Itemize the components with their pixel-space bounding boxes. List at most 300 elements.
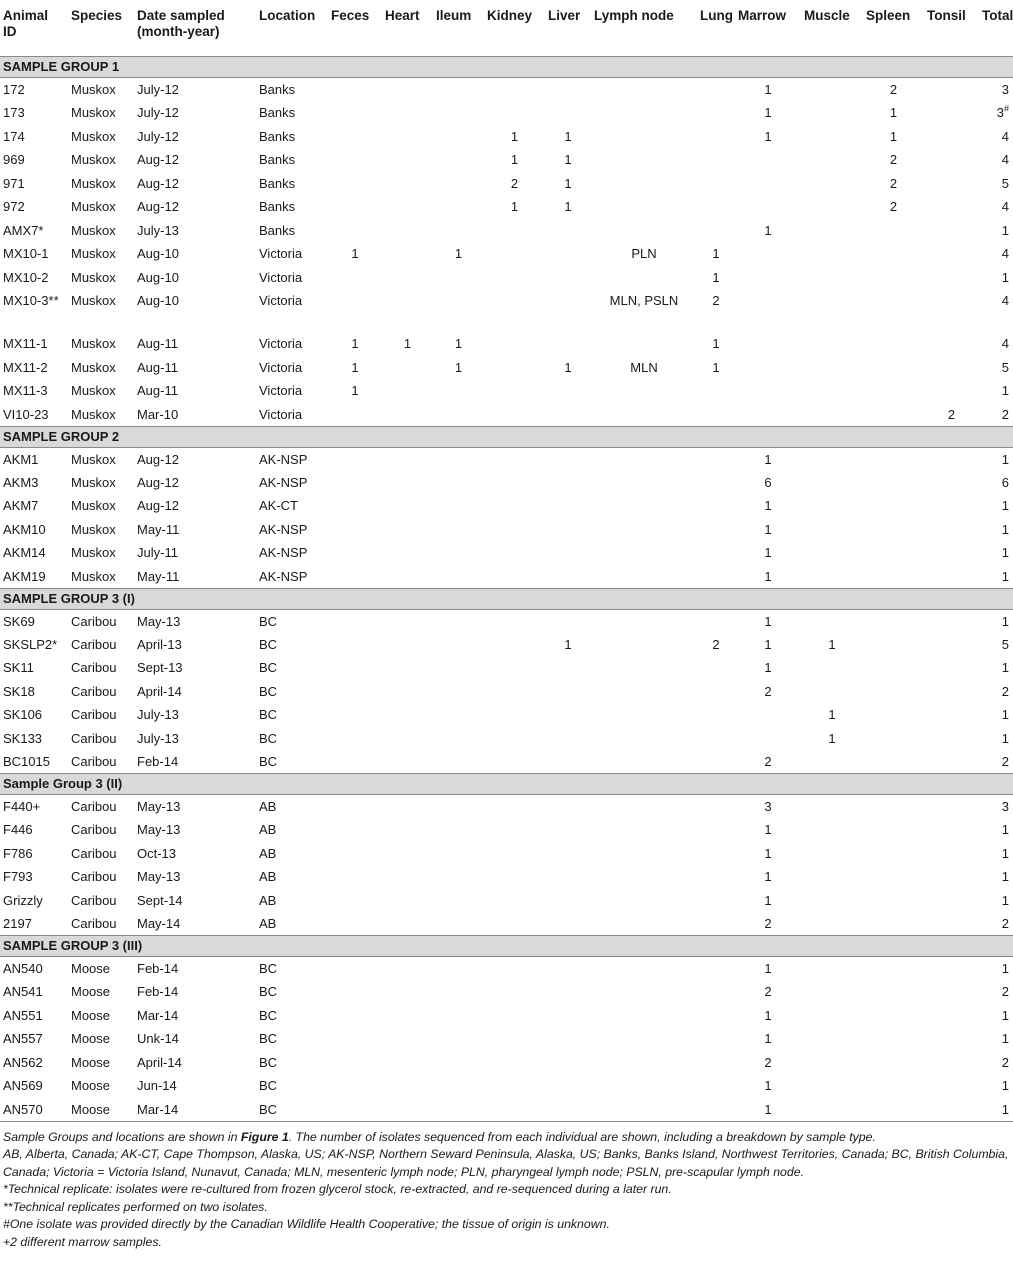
- cell-muscle: [801, 1027, 863, 1051]
- group-header-row: [0, 774, 1013, 795]
- cell-animal-id: SK11: [3, 660, 34, 675]
- cell-lymph-node: [591, 148, 697, 172]
- cell-location: AK-NSP: [259, 521, 308, 537]
- cell-species: Moose: [71, 1054, 111, 1070]
- cell-spleen: [863, 565, 924, 589]
- cell-lymph-node: MLN: [630, 359, 658, 375]
- cell-total: 1: [1001, 1078, 1009, 1093]
- cell-lymph-node: [591, 125, 697, 149]
- cell-tonsil: [924, 471, 979, 495]
- cell-lymph-node: [591, 219, 697, 243]
- table-row: [0, 219, 1013, 243]
- cell-animal-id: MX11-3: [3, 383, 48, 398]
- cell-location: BC: [259, 754, 278, 769]
- cell-muscle: [801, 1074, 863, 1098]
- cell-marrow: [735, 195, 801, 219]
- cell-species: Muskox: [71, 568, 116, 584]
- cell-total: 3: [1001, 82, 1009, 97]
- cell-total: 1: [1001, 892, 1009, 908]
- cell-location: AB: [259, 822, 277, 837]
- cell-muscle: [801, 865, 863, 889]
- cell-liver: [545, 680, 591, 704]
- cell-spleen: 2: [889, 82, 898, 97]
- cell-location: Victoria: [259, 269, 303, 285]
- cell-lung: [697, 912, 735, 936]
- cell-lung: [697, 980, 735, 1004]
- table-row: [0, 957, 1013, 981]
- cell-kidney: [484, 842, 545, 866]
- cell-feces: [328, 1051, 382, 1075]
- cell-feces: 1: [351, 246, 359, 261]
- cell-lymph-node: [591, 1051, 697, 1075]
- cell-kidney: [484, 471, 545, 495]
- cell-heart: [382, 447, 433, 471]
- cell-location: AB: [259, 916, 277, 931]
- cell-lymph-node: [591, 703, 697, 727]
- cell-liver: [545, 1004, 591, 1028]
- cell-spleen: [863, 379, 924, 403]
- cell-lymph-node: [591, 818, 697, 842]
- cell-kidney: [484, 750, 545, 774]
- cell-animal-id: SK69: [3, 613, 35, 629]
- cell-lymph-node: [591, 565, 697, 589]
- cell-kidney: 1: [510, 128, 519, 144]
- cell-liver: [545, 219, 591, 243]
- cell-total: 3: [1001, 799, 1009, 814]
- cell-muscle: [801, 219, 863, 243]
- cell-heart: [382, 609, 433, 633]
- cell-date-sampled: Aug-11: [137, 359, 178, 375]
- cell-ileum: [433, 957, 484, 981]
- cell-marrow: 1: [764, 892, 772, 908]
- cell-kidney: [484, 242, 545, 266]
- cell-location: BC: [259, 613, 278, 629]
- cell-animal-id: AN551: [3, 1007, 43, 1023]
- cell-feces: [328, 750, 382, 774]
- cell-marrow: 1: [764, 1078, 772, 1093]
- cell-date-sampled: Aug-11: [137, 383, 178, 398]
- cell-animal-id: SK106: [3, 707, 43, 722]
- table-row: [0, 356, 1013, 380]
- cell-lung: [697, 101, 735, 125]
- cell-liver: [545, 541, 591, 565]
- cell-liver: 1: [564, 152, 572, 167]
- group-title: SAMPLE GROUP 2: [0, 426, 1013, 447]
- footnote-star: *Technical replicate: isolates were re-cultured from frozen glycerol stock, re-extracted, and re-sequenced during a later run.: [3, 1182, 672, 1196]
- cell-lung: [697, 1051, 735, 1075]
- cell-lung: 1: [712, 269, 720, 285]
- cell-animal-id: 2197: [3, 916, 32, 931]
- cell-liver: [545, 727, 591, 751]
- table-row: [0, 656, 1013, 680]
- cell-location: Victoria: [259, 246, 303, 261]
- cell-species: Muskox: [71, 336, 116, 351]
- table-row: [0, 1027, 1013, 1051]
- cell-species: Muskox: [71, 545, 116, 560]
- cell-species: Caribou: [71, 869, 117, 884]
- cell-location: BC: [259, 707, 278, 722]
- cell-lung: 1: [712, 336, 720, 351]
- cell-ileum: 1: [454, 246, 463, 261]
- cell-lymph-node: [591, 633, 697, 657]
- cell-kidney: [484, 403, 545, 427]
- cell-species: Muskox: [71, 105, 116, 120]
- cell-animal-id: MX10-3**: [3, 293, 59, 308]
- cell-total: 1: [1001, 869, 1009, 884]
- cell-total: 6: [1001, 474, 1009, 490]
- table-row: [0, 795, 1013, 819]
- cell-heart: [382, 1027, 433, 1051]
- cell-total: 2: [1001, 754, 1009, 769]
- cell-ileum: [433, 842, 484, 866]
- cell-tonsil: [924, 289, 979, 332]
- cell-heart: [382, 518, 433, 542]
- cell-liver: [545, 842, 591, 866]
- cell-ileum: [433, 125, 484, 149]
- cell-marrow: 1: [764, 568, 772, 584]
- cell-liver: 1: [564, 128, 572, 144]
- cell-location: AK-NSP: [259, 451, 308, 467]
- cell-tonsil: [924, 1004, 979, 1028]
- cell-species: Muskox: [71, 383, 116, 398]
- cell-spleen: [863, 1051, 924, 1075]
- cell-lymph-node: [591, 842, 697, 866]
- cell-total: 5: [1001, 636, 1009, 652]
- cell-lung: 2: [712, 636, 720, 652]
- cell-date-sampled: Mar-14: [137, 1007, 179, 1023]
- cell-feces: 1: [351, 359, 359, 375]
- cell-lung: [697, 957, 735, 981]
- table-row: [0, 172, 1013, 196]
- cell-marrow: 1: [764, 660, 772, 675]
- cell-lymph-node: [591, 912, 697, 936]
- cell-date-sampled: May-11: [137, 521, 180, 537]
- cell-location: AK-CT: [259, 498, 298, 513]
- cell-liver: [545, 101, 591, 125]
- table-row: [0, 1051, 1013, 1075]
- cell-lung: [697, 818, 735, 842]
- cell-lymph-node: [591, 101, 697, 125]
- cell-feces: [328, 957, 382, 981]
- cell-kidney: [484, 356, 545, 380]
- cell-animal-id: AN557: [3, 1031, 43, 1046]
- cell-species: Moose: [71, 1031, 111, 1046]
- cell-species: Moose: [71, 1078, 111, 1093]
- cell-feces: [328, 656, 382, 680]
- cell-date-sampled: July-11: [137, 545, 178, 560]
- cell-total: 1: [1001, 730, 1009, 746]
- cell-kidney: [484, 1004, 545, 1028]
- cell-spleen: [863, 1004, 924, 1028]
- cell-heart: 1: [403, 336, 412, 351]
- cell-marrow: 1: [764, 498, 772, 513]
- cell-kidney: 2: [510, 175, 519, 191]
- cell-lung: [697, 403, 735, 427]
- cell-animal-id: SK18: [3, 683, 35, 699]
- cell-marrow: 1: [764, 1007, 772, 1023]
- cell-ileum: [433, 541, 484, 565]
- cell-ileum: [433, 1051, 484, 1075]
- table-row: [0, 332, 1013, 356]
- cell-date-sampled: May-11: [137, 568, 180, 584]
- cell-species: Muskox: [71, 474, 116, 490]
- cell-muscle: [801, 148, 863, 172]
- table-row: [0, 195, 1013, 219]
- cell-animal-id: 971: [3, 175, 25, 191]
- cell-spleen: [863, 727, 924, 751]
- col-total: Total: [982, 8, 1013, 23]
- cell-date-sampled: July-13: [137, 707, 179, 722]
- cell-muscle: [801, 195, 863, 219]
- cell-muscle: [801, 332, 863, 356]
- cell-lung: 2: [712, 293, 720, 308]
- group-header-row: [0, 426, 1013, 447]
- cell-ileum: [433, 912, 484, 936]
- cell-feces: 1: [351, 336, 359, 351]
- cell-location: Banks: [259, 175, 296, 191]
- cell-heart: [382, 750, 433, 774]
- cell-ileum: [433, 172, 484, 196]
- cell-lymph-node: [591, 1004, 697, 1028]
- cell-tonsil: [924, 633, 979, 657]
- cell-muscle: [801, 403, 863, 427]
- col-lymph-node: Lymph node: [594, 8, 674, 23]
- cell-kidney: [484, 78, 545, 102]
- cell-species: Muskox: [71, 359, 116, 375]
- cell-tonsil: [924, 957, 979, 981]
- cell-muscle: 1: [828, 636, 836, 652]
- cell-location: BC: [256, 1098, 328, 1122]
- cell-animal-id: AKM1: [3, 451, 39, 467]
- cell-liver: [545, 1027, 591, 1051]
- cell-spleen: 1: [889, 105, 898, 120]
- cell-kidney: [484, 1098, 545, 1122]
- cell-total: 1: [1001, 498, 1009, 513]
- cell-tonsil: [924, 680, 979, 704]
- cell-feces: [328, 912, 382, 936]
- cell-kidney: [484, 1074, 545, 1098]
- cell-kidney: [484, 818, 545, 842]
- cell-heart: [382, 403, 433, 427]
- cell-species: Muskox: [71, 269, 116, 285]
- cell-lung: [697, 379, 735, 403]
- cell-date-sampled: July-12: [137, 105, 179, 120]
- table-row: [0, 403, 1013, 427]
- cell-tonsil: [924, 842, 979, 866]
- cell-tonsil: [924, 865, 979, 889]
- cell-tonsil: [924, 703, 979, 727]
- cell-lung: [697, 219, 735, 243]
- cell-total: 4: [1001, 336, 1009, 351]
- cell-date-sampled: Aug-10: [137, 269, 179, 285]
- cell-feces: [328, 609, 382, 633]
- col-spleen: Spleen: [866, 8, 911, 23]
- cell-heart: [382, 125, 433, 149]
- cell-date-sampled: May-13: [137, 869, 181, 884]
- cell-kidney: 1: [510, 152, 519, 167]
- cell-feces: [328, 195, 382, 219]
- cell-animal-id: MX10-1: [3, 246, 49, 261]
- cell-lymph-node: [591, 727, 697, 751]
- cell-spleen: [863, 818, 924, 842]
- cell-species: Muskox: [71, 199, 116, 214]
- cell-liver: [545, 78, 591, 102]
- cell-species: Muskox: [71, 152, 116, 167]
- cell-ileum: [433, 1074, 484, 1098]
- cell-total: 1: [1001, 822, 1009, 837]
- cell-ileum: [433, 219, 484, 243]
- cell-tonsil: [924, 795, 979, 819]
- cell-marrow: 2: [764, 683, 772, 699]
- cell-animal-id: F793: [3, 869, 33, 884]
- cell-location: BC: [259, 683, 278, 699]
- cell-muscle: [801, 957, 863, 981]
- cell-spleen: [863, 219, 924, 243]
- cell-lung: [697, 148, 735, 172]
- cell-feces: [328, 795, 382, 819]
- cell-spleen: [863, 680, 924, 704]
- table-footnotes: [0, 1122, 1013, 1252]
- cell-animal-id: AKM14: [3, 545, 46, 560]
- cell-lymph-node: [591, 656, 697, 680]
- cell-lymph-node: [591, 795, 697, 819]
- cell-spleen: [863, 494, 924, 518]
- cell-marrow: 1: [735, 1098, 801, 1122]
- cell-heart: [382, 865, 433, 889]
- table-row: [0, 1074, 1013, 1098]
- cell-marrow: [735, 403, 801, 427]
- cell-muscle: [801, 818, 863, 842]
- col-kidney: Kidney: [487, 8, 533, 23]
- cell-heart: [382, 680, 433, 704]
- cell-animal-id: AN540: [3, 961, 43, 976]
- table-row: [0, 565, 1013, 589]
- cell-ileum: [433, 750, 484, 774]
- cell-heart: [382, 795, 433, 819]
- cell-heart: [382, 818, 433, 842]
- cell-species: Caribou: [71, 613, 117, 629]
- cell-species: Muskox: [71, 246, 116, 261]
- cell-lymph-node: [591, 1098, 697, 1122]
- cell-total: 1: [1001, 568, 1009, 584]
- cell-spleen: 2: [889, 199, 898, 214]
- cell-lymph-node: [591, 518, 697, 542]
- cell-location: BC: [259, 1031, 278, 1046]
- cell-tonsil: [924, 219, 979, 243]
- cell-kidney: [484, 680, 545, 704]
- cell-marrow: 1: [764, 545, 772, 560]
- cell-lung: [697, 541, 735, 565]
- cell-location: BC: [259, 1054, 278, 1070]
- cell-spleen: [863, 447, 924, 471]
- cell-tonsil: [924, 494, 979, 518]
- cell-liver: [545, 656, 591, 680]
- cell-species: Caribou: [71, 636, 117, 652]
- cell-tonsil: [924, 656, 979, 680]
- cell-marrow: 1: [764, 613, 772, 629]
- cell-liver: 1: [564, 359, 572, 375]
- cell-heart: [382, 148, 433, 172]
- cell-location: Victoria: [259, 359, 303, 375]
- cell-marrow: 6: [764, 474, 772, 490]
- cell-spleen: [863, 242, 924, 266]
- table-row: [0, 101, 1013, 125]
- cell-heart: [382, 980, 433, 1004]
- table-row: [0, 494, 1013, 518]
- cell-total: 2: [1001, 1054, 1009, 1070]
- cell-animal-id: AKM3: [3, 474, 39, 490]
- cell-date-sampled: Feb-14: [137, 754, 179, 769]
- cell-heart: [382, 727, 433, 751]
- cell-lymph-node: [591, 471, 697, 495]
- cell-total: 1: [1001, 545, 1009, 560]
- cell-lung: [697, 750, 735, 774]
- table-row: [0, 242, 1013, 266]
- cell-species: Moose: [71, 961, 111, 976]
- cell-spleen: [863, 842, 924, 866]
- cell-kidney: 1: [510, 199, 519, 214]
- cell-heart: [382, 172, 433, 196]
- cell-ileum: [433, 379, 484, 403]
- cell-heart: [382, 842, 433, 866]
- cell-heart: [382, 703, 433, 727]
- cell-species: Caribou: [71, 845, 117, 861]
- cell-total: 1: [1001, 222, 1009, 238]
- cell-muscle: [801, 125, 863, 149]
- cell-date-sampled: Oct-13: [137, 845, 177, 861]
- cell-ileum: [433, 447, 484, 471]
- col-lung: Lung: [700, 8, 733, 23]
- cell-location: AB: [259, 869, 277, 884]
- cell-location: AK-NSP: [259, 545, 308, 560]
- cell-ileum: [433, 609, 484, 633]
- cell-species: Caribou: [71, 822, 117, 837]
- cell-marrow: [735, 703, 801, 727]
- cell-lymph-node: [591, 78, 697, 102]
- table-row: [0, 633, 1013, 657]
- col-marrow: Marrow: [738, 8, 787, 23]
- cell-muscle: [801, 379, 863, 403]
- cell-feces: [328, 703, 382, 727]
- footnote-hash: #One isolate was provided directly by the Canadian Wildlife Health Cooperative; the tissue of origin is unknown.: [3, 1217, 610, 1231]
- cell-date-sampled: Aug-11: [137, 336, 178, 351]
- cell-tonsil: 2: [947, 406, 956, 422]
- cell-marrow: 2: [764, 754, 772, 769]
- cell-tonsil: [924, 172, 979, 196]
- cell-total: 4: [1001, 128, 1009, 144]
- cell-date-sampled: Mar-14: [134, 1098, 256, 1122]
- cell-marrow: 1: [764, 105, 772, 120]
- cell-location: BC: [259, 984, 278, 999]
- cell-marrow: [735, 266, 801, 290]
- cell-tonsil: [924, 518, 979, 542]
- group-title: SAMPLE GROUP 3 (III): [0, 936, 1013, 957]
- cell-ileum: [433, 518, 484, 542]
- cell-heart: [382, 565, 433, 589]
- cell-liver: [545, 447, 591, 471]
- cell-species: Muskox: [71, 293, 116, 308]
- cell-total: 1: [1001, 707, 1009, 722]
- cell-total: 1: [1001, 660, 1009, 675]
- table-row: [0, 703, 1013, 727]
- cell-heart: [382, 101, 433, 125]
- cell-total: 1: [1001, 451, 1009, 467]
- cell-heart: [382, 1051, 433, 1075]
- cell-location: AB: [259, 892, 277, 908]
- cell-date-sampled: July-13: [137, 222, 179, 238]
- cell-marrow: 1: [764, 636, 772, 652]
- cell-ileum: [433, 680, 484, 704]
